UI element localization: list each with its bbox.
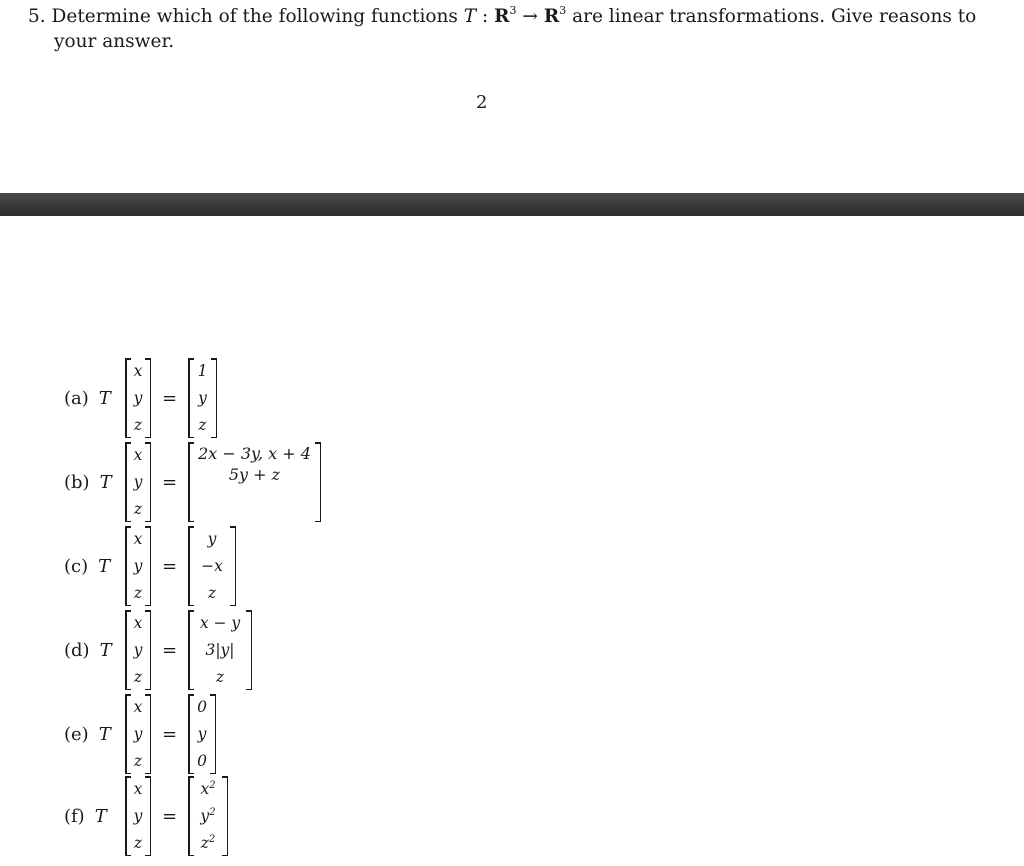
- part-e: [0, 694, 1024, 774]
- input-entry: z: [133, 667, 143, 686]
- part-letter: (d): [64, 639, 90, 661]
- part-function: T: [94, 805, 107, 827]
- output-entries: [188, 694, 216, 774]
- output-entry: 5y + z: [228, 465, 281, 484]
- question-line-1: [28, 6, 976, 27]
- part-function: T: [99, 639, 112, 661]
- equals-sign: =: [162, 639, 178, 661]
- output-entry: 1: [197, 362, 208, 381]
- question-text-2: are linear transformations. Give reasons to: [572, 6, 977, 27]
- input-entries: [125, 694, 151, 774]
- codomain-symbol: R: [543, 6, 560, 27]
- part-letter: (e): [64, 723, 89, 745]
- colon: :: [482, 6, 489, 27]
- input-entry: z: [133, 415, 143, 434]
- output-vector: [188, 358, 217, 438]
- part-label: [64, 442, 112, 522]
- part-a: [0, 358, 1024, 438]
- part-letter: (c): [64, 555, 89, 577]
- output-vector: [188, 776, 228, 856]
- input-entry: y: [133, 556, 143, 575]
- equals-sign: =: [162, 805, 178, 827]
- output-entry: z: [198, 415, 207, 434]
- input-entry: x: [133, 614, 143, 633]
- output-entry: z: [207, 583, 217, 602]
- output-entry: [200, 807, 215, 825]
- input-vector: [125, 358, 151, 438]
- output-entry: 0: [197, 751, 207, 770]
- input-vector: [125, 442, 151, 522]
- output-entry: [201, 834, 216, 852]
- entry-exponent: 2: [209, 780, 216, 792]
- page-divider: [0, 193, 1024, 216]
- output-vector: [188, 442, 321, 522]
- input-entries: [125, 358, 151, 438]
- input-entry: y: [133, 806, 143, 825]
- output-entry: y: [197, 724, 207, 743]
- output-entry: 2x − 3y, x + 4: [198, 444, 311, 463]
- part-function: T: [99, 471, 112, 493]
- input-entry: x: [133, 530, 143, 549]
- output-entries: [188, 776, 228, 856]
- entry-exponent: 2: [209, 806, 216, 818]
- output-entry: z: [215, 667, 225, 686]
- input-entry: z: [133, 833, 143, 852]
- entry-base: x: [200, 780, 210, 799]
- part-letter: (f): [64, 805, 85, 827]
- question-number: 5.: [28, 6, 46, 27]
- input-entry: y: [133, 724, 143, 743]
- input-entry: z: [133, 499, 143, 518]
- input-vector: [125, 526, 151, 606]
- domain-exponent: 3: [509, 4, 517, 17]
- function-symbol: T: [463, 6, 477, 27]
- input-vector: [125, 694, 151, 774]
- output-entries: [188, 358, 217, 438]
- part-letter: (b): [64, 471, 90, 493]
- input-entry: x: [133, 362, 143, 381]
- input-entries: [125, 526, 151, 606]
- input-vector: [125, 610, 151, 690]
- output-entry: −x: [201, 556, 223, 575]
- part-b: [0, 442, 1024, 522]
- part-f: [0, 776, 1024, 856]
- question-text-3: your answer.: [54, 31, 175, 52]
- entry-base: z: [200, 833, 209, 852]
- output-entry: 0: [197, 698, 207, 717]
- output-vector: [188, 610, 252, 690]
- input-entry: z: [133, 751, 143, 770]
- part-label: [64, 358, 111, 438]
- input-entries: [125, 776, 151, 856]
- part-function: T: [98, 555, 111, 577]
- output-entry: x − y: [199, 614, 241, 633]
- entry-exponent: 2: [208, 833, 216, 845]
- domain-symbol: R: [494, 6, 510, 27]
- part-label: [64, 776, 107, 856]
- codomain-exponent: 3: [559, 4, 567, 17]
- output-entries: [188, 610, 252, 690]
- equals-sign: =: [162, 387, 178, 409]
- question-text-1: Determine which of the following functions: [51, 6, 458, 27]
- input-entry: z: [133, 583, 143, 602]
- part-letter: (a): [64, 387, 89, 409]
- input-entries: [125, 442, 151, 522]
- arrow-symbol: →: [522, 6, 538, 27]
- equals-sign: =: [162, 555, 178, 577]
- output-entries: [188, 526, 236, 606]
- question-line-2: [54, 31, 174, 52]
- input-entries: [125, 610, 151, 690]
- part-label: [64, 694, 111, 774]
- input-entry: x: [133, 446, 143, 465]
- part-c: [0, 526, 1024, 606]
- output-vector: [188, 526, 236, 606]
- input-entry: x: [133, 780, 143, 799]
- input-entry: y: [133, 472, 143, 491]
- input-entry: y: [133, 388, 143, 407]
- output-vector: [188, 694, 216, 774]
- input-entry: x: [133, 698, 143, 717]
- output-entry: [200, 780, 215, 798]
- output-entry: 3|y|: [205, 640, 235, 659]
- page-number: 2: [476, 92, 488, 113]
- output-entry: y: [198, 388, 207, 407]
- part-label: [64, 526, 110, 606]
- input-vector: [125, 776, 151, 856]
- input-entry: y: [133, 640, 143, 659]
- equals-sign: =: [162, 471, 178, 493]
- part-function: T: [98, 387, 111, 409]
- output-entries: [188, 442, 321, 524]
- entry-base: y: [200, 806, 210, 825]
- part-label: [64, 610, 112, 690]
- part-d: [0, 610, 1024, 690]
- equals-sign: =: [162, 723, 178, 745]
- part-function: T: [98, 723, 111, 745]
- output-entry: y: [207, 530, 217, 549]
